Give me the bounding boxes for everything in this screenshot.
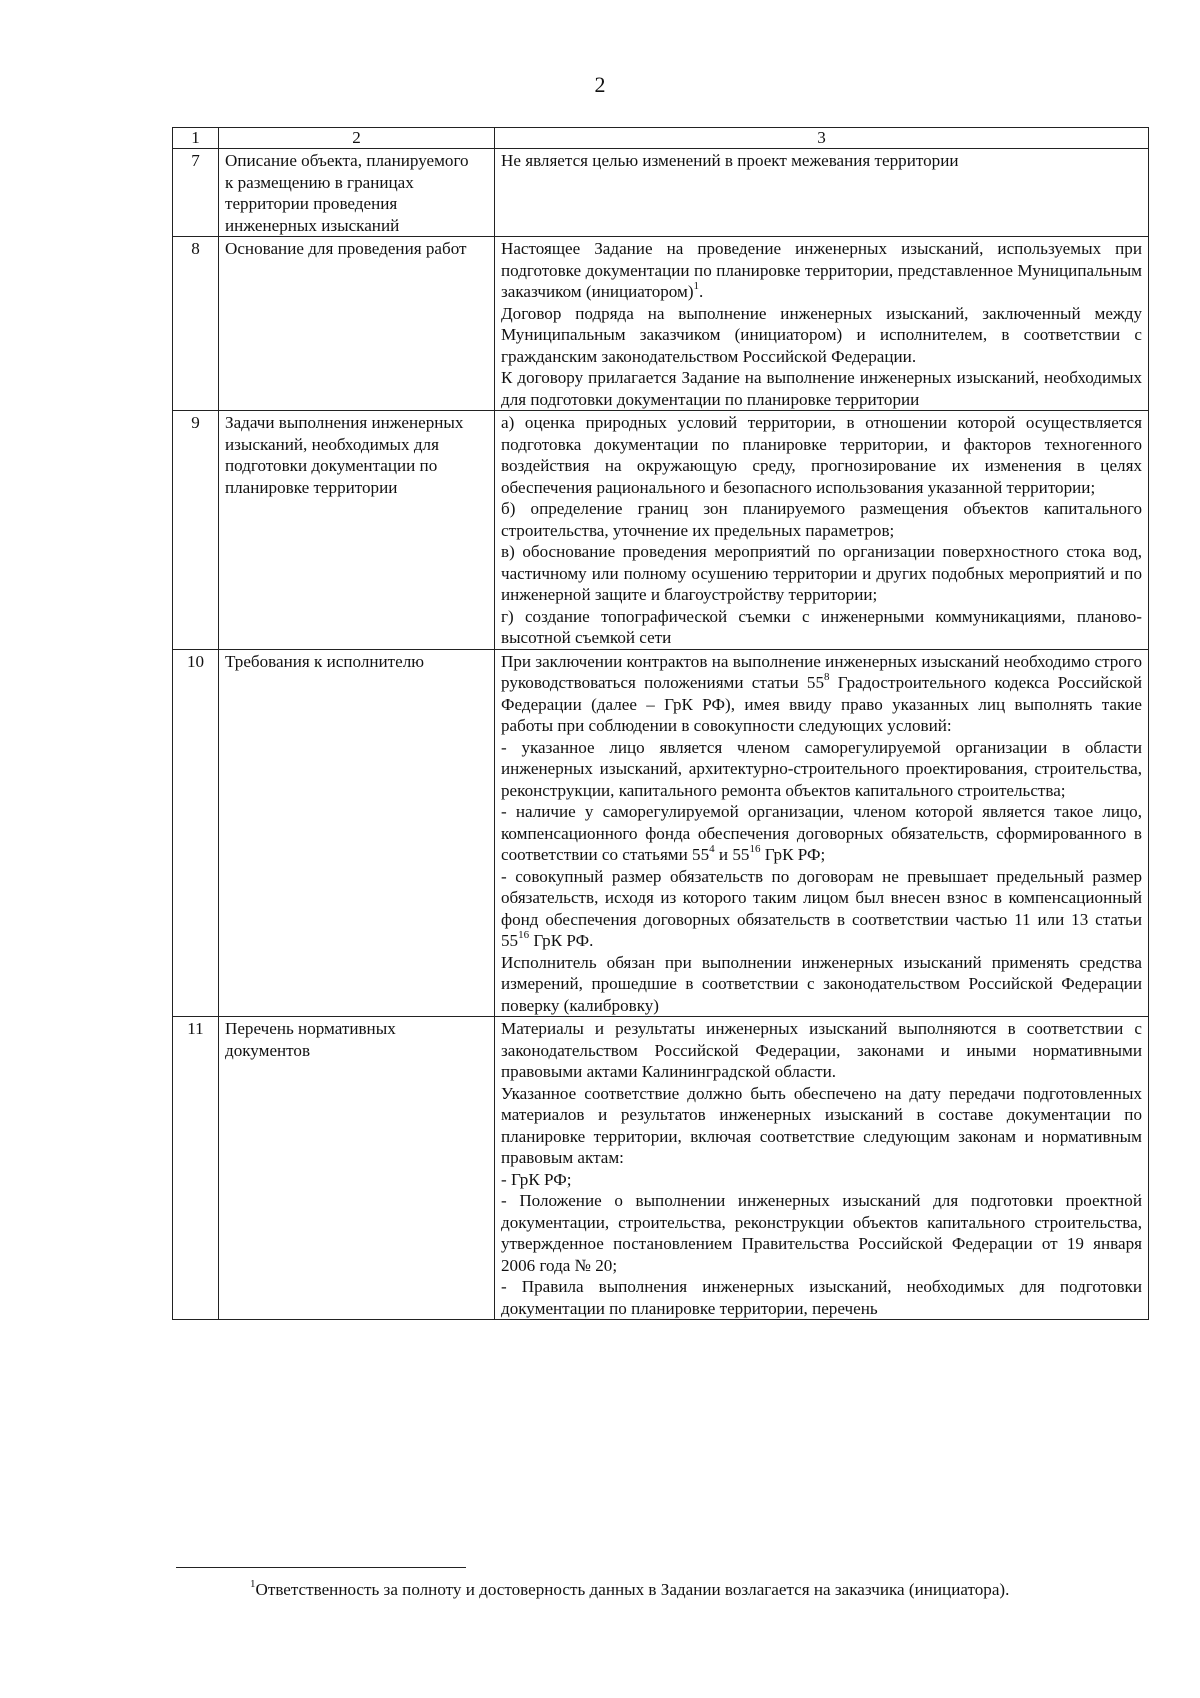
- header-cell: 2: [219, 128, 495, 149]
- header-cell: 1: [173, 128, 219, 149]
- row-title: Перечень нормативных документов: [219, 1017, 495, 1320]
- paragraph-text: - совокупный размер обязательств по договорам не превышает предельный размер обязательств, исходя из которого таким лицом был внесен взнос в компенсационный фонд обеспечения договорных обязательств в соответствии частью 11 или 13 статьи 55: [501, 866, 1142, 950]
- requirements-table: [172, 127, 1149, 1320]
- paragraph-text: Градостроительного кодекса Российской Федерации (далее – ГрК РФ), имея ввиду право указанных лиц выполнять такие работы при соблюдении в совокупности следующих условий:: [501, 673, 1142, 735]
- footnote-text: Ответственность за полноту и достоверность данных в Задании возлагается на заказчика (инициатора).: [255, 1580, 1010, 1599]
- row-content: [495, 237, 1149, 411]
- paragraph-text: ГрК РФ;: [760, 845, 826, 864]
- footnote-marker: 1: [250, 1578, 256, 1591]
- row-content: [495, 411, 1149, 650]
- paragraph-text: и 55: [714, 845, 750, 864]
- paragraph-text: - наличие у саморегулируемой организации, членом которой является такое лицо, компенсационного фонда обеспечения договорных обязательств, сформированного в соответствии со статьями 55: [501, 802, 1142, 864]
- row-title: Основание для проведения работ: [219, 237, 495, 411]
- row-title: Описание объекта, планируемого к размещению в границах территории проведения инженерных изысканий: [219, 149, 495, 237]
- row-number: 9: [173, 411, 219, 650]
- content-paragraph: г) создание топографической съемки с инженерными коммуникациями, планово-высотной съемкой сети: [501, 606, 1142, 647]
- content-paragraph: в) обоснование проведения мероприятий по организации поверхностного стока вод, частичному или полному осушению территории и других подобных мероприятий и по инженерной защите и благоустройству территории;: [501, 542, 1142, 604]
- row-content: [495, 149, 1149, 237]
- content-paragraph: Договор подряда на выполнение инженерных изысканий, заключенный между Муниципальным заказчиком (инициатором) и исполнителем, в соответствии с гражданским законодательством Российской Федерации.: [501, 303, 1142, 366]
- content-paragraph: Исполнитель обязан при выполнении инженерных изысканий применять средства измерений, прошедшие в соответствии с законодательством Российской Федерации поверку (калибровку): [501, 952, 1142, 1015]
- content-paragraph: - ГрК РФ;: [501, 1169, 572, 1189]
- row-title: Задачи выполнения инженерных изысканий, необходимых для подготовки документации по планировке территории: [219, 411, 495, 650]
- table-row: [173, 237, 1149, 411]
- content-paragraph: Указанное соответствие должно быть обеспечено на дату передачи подготовленных материалов и результатов инженерных изысканий в составе документации по планировке территории, включая соответствие следующим законам и нормативным правовым актам:: [501, 1083, 1142, 1167]
- header-cell: 3: [495, 128, 1149, 149]
- row-content: [495, 649, 1149, 1017]
- row-title: Требования к исполнителю: [219, 649, 495, 1017]
- content-paragraph: б) определение границ зон планируемого размещения объектов капитального строительства, уточнение их предельных параметров;: [501, 499, 1142, 540]
- article-superscript: 16: [518, 929, 530, 942]
- article-superscript: 8: [824, 671, 830, 684]
- content-paragraph: а) оценка природных условий территории, в отношении которой осуществляется подготовка документации по планировке территории, и факторов техногенного воздействия на окружающую среду, прогнозирование их изменения в целях обеспечения рационального и безопасного использования указанной территории;: [501, 413, 1142, 497]
- content-paragraph: [501, 238, 1142, 303]
- content-paragraph: [501, 866, 1142, 952]
- paragraph-text: При заключении контрактов на выполнение инженерных изысканий необходимо строго руководствоваться положениями статьи 55: [501, 651, 1142, 692]
- table-row: [173, 149, 1149, 237]
- footnote-separator: [176, 1567, 466, 1568]
- content-paragraph: К договору прилагается Задание на выполнение инженерных изысканий, необходимых для подготовки документации по планировке территории: [501, 368, 1142, 409]
- row-number: 7: [173, 149, 219, 237]
- footnote-ref: 1: [693, 280, 700, 293]
- paragraph-text: ГрК РФ.: [529, 931, 594, 950]
- content-paragraph: - Правила выполнения инженерных изысканий, необходимых для подготовки документации по планировке территории, перечень: [501, 1277, 1142, 1318]
- content-paragraph: [501, 651, 1142, 737]
- table-header-row: [173, 128, 1149, 149]
- content-paragraph: [501, 801, 1142, 866]
- table-row: [173, 649, 1149, 1017]
- content-paragraph: Не является целью изменений в проект межевания территории: [501, 151, 959, 170]
- paragraph-text: Настоящее Задание на проведение инженерных изысканий, используемых при подготовке документации по планировке территории, представленное Муниципальным заказчиком (инициатором): [501, 239, 1142, 301]
- row-content: [495, 1017, 1149, 1320]
- paragraph-end: .: [699, 282, 704, 301]
- article-superscript: 4: [709, 843, 715, 856]
- page-number: 2: [594, 72, 606, 97]
- content-paragraph: - Положение о выполнении инженерных изысканий для подготовки проектной документации, строительства, реконструкции объектов капитального строительства, утвержденное постановлением Правительства Российской Федерации от 19 января 2006 года № 20;: [501, 1191, 1142, 1275]
- table-row: [173, 1017, 1149, 1320]
- footnote: [250, 1580, 1150, 1600]
- content-paragraph: - указанное лицо является членом саморегулируемой организации в области инженерных изысканий, архитектурно-строительного проектирования, строительства, реконструкции, капитального ремонта объектов капитального строительства;: [501, 737, 1142, 800]
- table-row: [173, 411, 1149, 650]
- article-superscript: 16: [749, 843, 761, 856]
- row-number: 10: [173, 649, 219, 1017]
- row-number: 11: [173, 1017, 219, 1320]
- content-paragraph: Материалы и результаты инженерных изысканий выполняются в соответствии с законодательством Российской Федерации, законами и иными нормативными правовыми актами Калининградской области.: [501, 1019, 1142, 1081]
- row-number: 8: [173, 237, 219, 411]
